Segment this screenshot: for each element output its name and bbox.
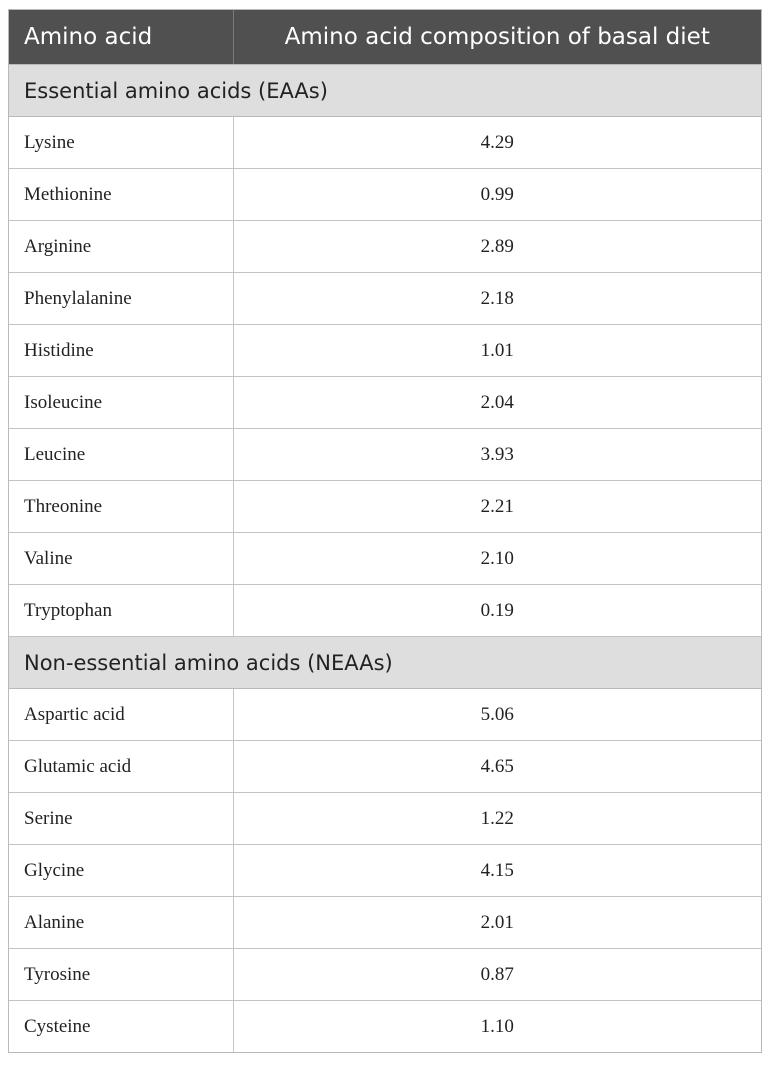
- amino-acid-name: Isoleucine: [9, 377, 233, 429]
- amino-acid-name: Tryptophan: [9, 585, 233, 637]
- table-row: [9, 273, 761, 325]
- section-title: Essential amino acids (EAAs): [9, 65, 761, 117]
- composition-value: 2.10: [233, 533, 761, 585]
- table-row: [9, 897, 761, 949]
- amino-acid-name: Methionine: [9, 169, 233, 221]
- amino-acid-name: Tyrosine: [9, 949, 233, 1001]
- table-row: [9, 117, 761, 169]
- table-header: [9, 10, 761, 65]
- amino-acid-name: Cysteine: [9, 1001, 233, 1053]
- amino-acid-table-frame: [8, 9, 762, 1053]
- amino-acid-name: Histidine: [9, 325, 233, 377]
- amino-acid-name: Lysine: [9, 117, 233, 169]
- table-row: [9, 585, 761, 637]
- amino-acid-name: Serine: [9, 793, 233, 845]
- table-row: [9, 325, 761, 377]
- table-row: [9, 689, 761, 741]
- table-row: [9, 221, 761, 273]
- composition-value: 1.10: [233, 1001, 761, 1053]
- composition-value: 2.21: [233, 481, 761, 533]
- table-row: [9, 949, 761, 1001]
- amino-acid-name: Arginine: [9, 221, 233, 273]
- table-row: [9, 533, 761, 585]
- table-row: [9, 377, 761, 429]
- table-row: [9, 481, 761, 533]
- table-row: [9, 845, 761, 897]
- composition-value: 2.01: [233, 897, 761, 949]
- composition-value: 1.01: [233, 325, 761, 377]
- amino-acid-name: Threonine: [9, 481, 233, 533]
- amino-acid-name: Alanine: [9, 897, 233, 949]
- composition-value: 2.04: [233, 377, 761, 429]
- composition-value: 5.06: [233, 689, 761, 741]
- table-row: [9, 169, 761, 221]
- header-row: [9, 10, 761, 65]
- header-composition: Amino acid composition of basal diet: [233, 10, 761, 65]
- header-amino-acid: Amino acid: [9, 10, 233, 65]
- composition-value: 4.29: [233, 117, 761, 169]
- amino-acid-name: Glycine: [9, 845, 233, 897]
- table-body: [9, 65, 761, 1053]
- composition-value: 4.15: [233, 845, 761, 897]
- amino-acid-name: Leucine: [9, 429, 233, 481]
- amino-acid-name: Phenylalanine: [9, 273, 233, 325]
- section-title: Non-essential amino acids (NEAAs): [9, 637, 761, 689]
- table-row: [9, 793, 761, 845]
- composition-value: 1.22: [233, 793, 761, 845]
- amino-acid-name: Valine: [9, 533, 233, 585]
- composition-value: 0.87: [233, 949, 761, 1001]
- composition-value: 3.93: [233, 429, 761, 481]
- amino-acid-name: Aspartic acid: [9, 689, 233, 741]
- table-row: [9, 429, 761, 481]
- composition-value: 2.18: [233, 273, 761, 325]
- section-row: [9, 65, 761, 117]
- composition-value: 0.99: [233, 169, 761, 221]
- composition-value: 0.19: [233, 585, 761, 637]
- table-row: [9, 741, 761, 793]
- composition-value: 4.65: [233, 741, 761, 793]
- amino-acid-name: Glutamic acid: [9, 741, 233, 793]
- table-row: [9, 1001, 761, 1053]
- section-row: [9, 637, 761, 689]
- amino-acid-table: [9, 10, 761, 1052]
- composition-value: 2.89: [233, 221, 761, 273]
